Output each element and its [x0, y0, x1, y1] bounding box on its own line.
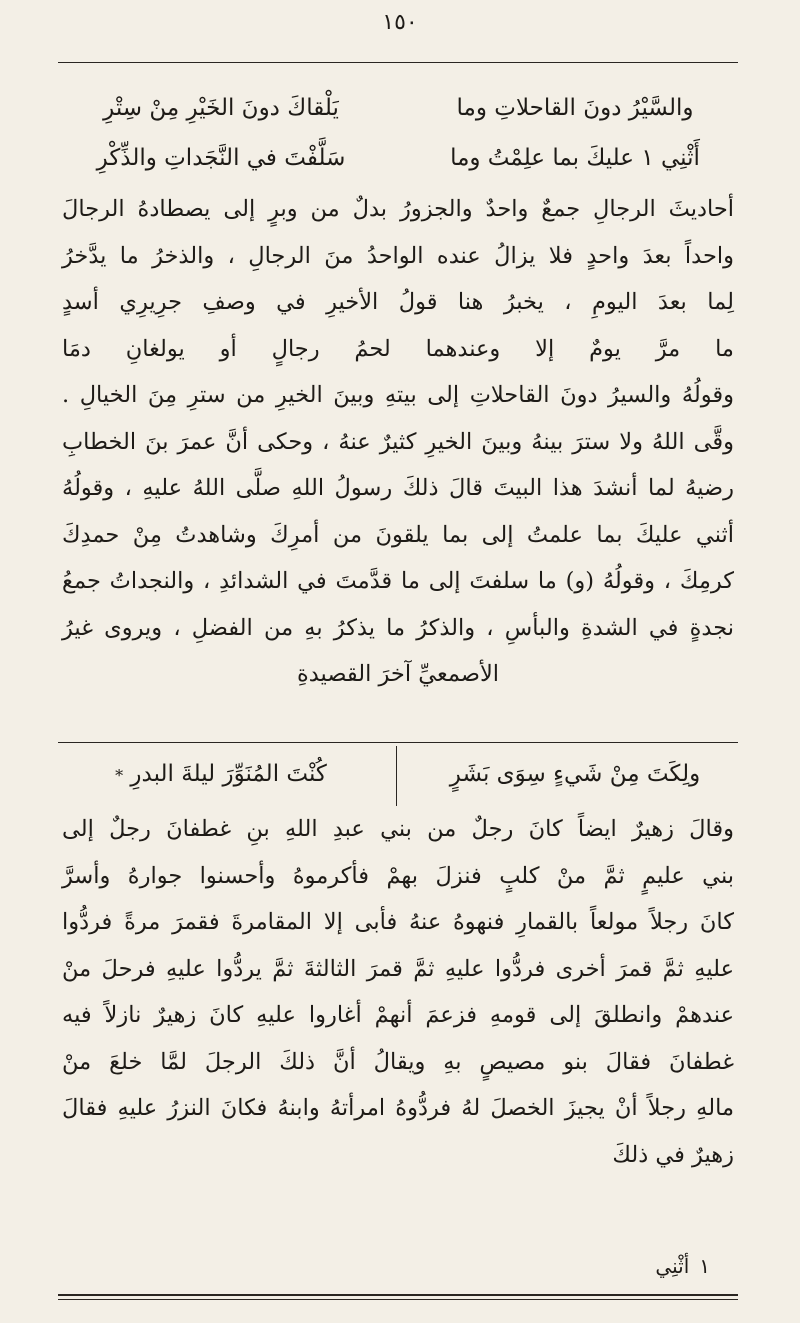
commentary-line: وقَّى اللهُ ولا سترَ بينهُ وبينَ الخيرِ كثيرٌ عنهُ ، وحكى أنَّ عمرَ بنَ الخطابِ: [62, 428, 734, 455]
closing-verse: [66, 750, 730, 798]
commentary-line: بني عليمٍ ثمَّ منْ كلبٍ فنزلَ بهمْ فأكرموهُ وأحسنوا جوارهُ وأسرَّ: [62, 862, 734, 889]
page-body: [58, 62, 738, 1302]
verse-2-right-hemistich: أَثْنِي ١ عليكَ بما علِمْتُ وما: [450, 145, 700, 171]
commentary-line: مالهِ رجلاً أنْ يجيزَ الخصلَ لهُ فردُّوهُ امرأتهُ وابنهُ فكانَ النزرُ عليهِ فقالَ: [62, 1095, 734, 1121]
closing-verse-left-hemistich: [66, 761, 376, 787]
commentary-line: أحاديثَ الرجالِ جمعٌ واحدٌ والجزورُ بدلٌ من وبرٍ إلى يصطادهُ الرجالَ: [62, 196, 734, 222]
commentary-line: رضيهُ لما أنشدَ هذا البيتَ قالَ ذلكَ رسولُ اللهِ صلَّى اللهُ عليهِ ، وقولُهُ: [62, 475, 734, 501]
commentary-line: أثني عليكَ بما علمتُ إلى بما يلقونَ من أمرِكَ وشاهدتُ مِنْ حمدِكَ: [62, 521, 734, 548]
verse-line-2: [66, 134, 730, 182]
commentary-line: عندهمْ وانطلقَ إلى قومهِ فزعمَ أنهمْ أغاروا عليهِ كانَ زهيرٌ نازلاً فيه: [62, 1002, 734, 1028]
section-divider: [58, 742, 738, 743]
footnote: [655, 1254, 710, 1278]
footnote-text: أثْنِي: [655, 1254, 690, 1278]
commentary-line: كانَ رجلاً مولعاً بالقمارِ فنهوهُ عنهُ فأبى إلا المقامرةَ فقمرَ مرةً فردُّوا: [62, 909, 734, 935]
commentary-line: نجدةٍ في الشدةِ والبأسِ ، والذكرُ ما يذكرُ بهِ من الفضلِ ، ويروى غيرُ: [62, 614, 734, 641]
bottom-rule-thin: [58, 1299, 738, 1300]
commentary-line: واحداً بعدَ واحدٍ فلا يزالُ عنده الواحدُ منَ الرجالِ ، والذخرُ ما يدَّخرُ: [62, 242, 734, 269]
commentary-line: زهيرٌ في ذلكَ: [612, 1141, 734, 1168]
verse-2-left-hemistich: سَلَّفْتَ في النَّجَداتِ والذِّكْرِ: [96, 145, 346, 171]
bottom-rule: [58, 1294, 738, 1296]
verse-1-left-hemistich: يَلْقاكَ دونَ الخَيْرِ مِنْ سِتْرِ: [103, 95, 339, 121]
commentary-quoted-verse: ما مرَّ يومٌ إلا وعندهما لحمُ رجالٍ أو يولغانِ دمَا: [62, 335, 734, 362]
commentary-bottom: [62, 806, 734, 1178]
verse-line-1: [66, 84, 730, 132]
page-number: ١٥٠: [382, 10, 418, 35]
commentary-line: لِما بعدَ اليومِ ، يخبرُ هنا قولُ الأخيرِ في وصفِ جرِيرِي أسدٍ: [62, 289, 734, 315]
commentary-line: وقولُهُ والسيرُ دونَ القاحلاتِ إلى بيتهِ وبينَ الخيرِ من سترِ مِنَ الخيالِ .: [62, 382, 734, 408]
commentary-line: عليهِ ثمَّ قمرَ أخرى فردُّوا عليهِ ثمَّ قمرَ الثالثةَ ثمَّ يردُّوا عليهِ فرحلَ منْ: [62, 955, 734, 982]
end-marker-star: *: [115, 766, 124, 785]
commentary-line: غطفانَ فقالَ بنو مصيصٍ بهِ ويقالُ أنَّ ذلكَ الرجلَ لمَّا خلعَ منْ: [62, 1048, 734, 1075]
closing-verse-left-text: كُنْتَ المُنَوِّرَ ليلةَ البدرِ: [130, 761, 327, 787]
footnote-number: ١: [699, 1254, 710, 1278]
commentary-line: الأصمعيِّ آخرَ القصيدةِ: [296, 661, 500, 687]
top-rule: [58, 62, 738, 63]
closing-verse-right-hemistich: ولِكَتَ مِنْ شَيءٍ سِوَى بَشَرٍ: [449, 761, 701, 787]
commentary-top: [62, 186, 734, 698]
verse-1-right-hemistich: والسَّيْرُ دونَ القاحلاتِ وما: [456, 95, 694, 121]
commentary-line: كرمِكَ ، وقولُهُ (و) ما سلفتَ إلى ما قدَّمتَ في الشدائدِ ، والنجداتُ جمعُ: [62, 568, 734, 594]
commentary-line: وقالَ زهيرٌ ايضاً كانَ رجلٌ من بني عبدِ اللهِ بنِ غطفانَ رجلٌ إلى: [62, 816, 734, 842]
